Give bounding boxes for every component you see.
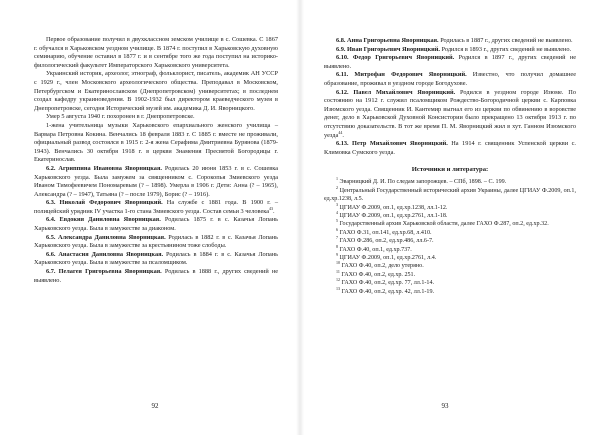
source-item: $^8$ ГАХО Ф.40, оп.1, ед.хр.737. xyxy=(336,243,412,253)
paragraph: Украинский историк, археолог, этнограф, фольклорист, писатель, академик АН УССР с 1929 г., член Московского археологического общества. Преподавал в Московском, Петербургском и Екатеринославском (Днепропетровском) университетах; в последнем создал кафедру украиноведения. В 1902-1932 был директором краеведческого музея в Днепропетровске, сегодня Исторический музей им. академика Д. И. Яворницкого. xyxy=(34,70,278,112)
footnote-ref: 44 xyxy=(338,129,343,135)
source-item: $^{12}$ ГАХО Ф.40, оп.2, ед.хр. 77, лл.1-14. xyxy=(336,277,435,287)
entry-6-5: 6.5. Александра Даниловна Яворницкая. Родилась в 1882 г. в с. Казачья Лопань Харьковского уезда. Была в замужестве за крестьянином тоже слободы. xyxy=(34,233,278,250)
entry-6-13: 6.13. Петр Михайлович Яворницкий. На 1914 г. священник Успенской церкви с. Климовка Сумского уезда. xyxy=(324,140,576,156)
entry-6-11: 6.11. Митрофан Федорович Яворницкий. Известно, что получил домашнее образование, проживал в уездном городе Богодухове. xyxy=(324,71,576,87)
entry-6-8: 6.8. Анна Григорьевна Яворницкая. Родилась в 1887 г., других сведений не выявлено. xyxy=(336,37,573,44)
paragraph: Первое образование получил в двухклассном земском училище в с. Сошевка. С 1867 г. обучался в Харьковском уездном училище. В 1874 г. поступил в Харьковскую духовную семинарию, обучение оставил в 1877 г. и в сентябре того же года поступил на историко-филологический факультет Императорского Харьковского университета. xyxy=(34,36,278,69)
paragraph: Умер 5 августа 1940 г. похоронен в г. Днепропетровске. xyxy=(46,113,195,121)
entry-6-4: 6.4. Евдокия Даниловна Яворницкая. Родилась 1875 г. в с. Казачья Лопань Харьковского уезда. Была в замужестве за диаконом. xyxy=(34,216,279,233)
right-text-column xyxy=(324,37,576,296)
left-text-column xyxy=(34,36,278,285)
entry-6-3: 6.3. Николай Федорович Яворницкий. На службе с 1881 года. В 1900 г. – полицейский урядник IV участка 1-го стана Змиевского уезда. Состав семьи 3 человека$^{43}$. xyxy=(34,199,278,215)
source-item: $^3$ ЦГИАУ Ф.2009, оп.1, ед.хр.1238, лл.1-12. xyxy=(336,201,448,211)
source-item: $^7$ ГАХО Ф.286, оп.2, ед.хр.486, лл.6-7. xyxy=(336,235,434,245)
page-number-right: 93 xyxy=(441,402,449,410)
source-item: $^2$ Центральный Государственный исторический архив Украины, далее ЦГИАУ Ф.2009, оп.1, ед.хр.1238, л.5. xyxy=(324,184,576,203)
page-number-left: 92 xyxy=(151,402,159,410)
entry-6-9: 6.9. Иван Григорьевич Яворницкий. Родился в 1893 г., других сведений не выявлено. xyxy=(336,45,572,53)
source-item: $^{11}$ ГАХО Ф.40, оп.2, ед.хр. 251. xyxy=(336,268,416,278)
entry-6-2: 6.2. Агриппина Ивановна Яворницкая. Родилась 20 июня 1853 г. в с. Сошевка Харьковского уезда. Была замужем за священником с. Сорокопья Змиевского уезда Иваном Тимофеевичем Пономаревым (? – 1898). Умерла в 1906 г. Дети: Анна (? – 1965), Александра (? – 1947), Татьяна (? – после 1979), Борис (? – 1916). xyxy=(34,164,279,198)
source-item: $^4$ ЦГИАУ Ф.2009, оп.1, ед.хр.2761, лл.1-18. xyxy=(336,209,448,219)
paragraph: 1-жена учительница музыки Харьковского епархиального женского училища – Варвара Петровна Кокина. Венчались 18 февраля 1883 г. С 1885 г. вместе не проживали, официальный развод состоялся в 1915 г. 2-я жена Серафима Дмитриевна Бурянова (1879-1943). Венчались 30 октября 1918 г. в церкви Знамения Пресвятой Богородицы г. Екатеринослав. xyxy=(34,121,278,164)
source-item: $^{13}$ ГАХО Ф.40, оп.2, ед.хр. 42, лл.1-19. xyxy=(336,285,435,295)
source-item: $^{10}$ ГАХО Ф.40, оп.2, дело утеряно. xyxy=(336,260,424,270)
sources-heading: Источники и литература: xyxy=(411,166,489,174)
entry-6-10: 6.10. Федор Григорьевич Яворницкий. Родился в 1897 г., других сведений не выявлено. xyxy=(324,54,577,70)
right-page xyxy=(300,0,600,435)
entry-6-6: 6.6. Анастасия Даниловна Яворницкая. Родилась в 1884 г. в с. Казачья Лопань Харьковского уезда. Была в замужестве за псаломщиком. xyxy=(34,250,278,267)
entry-6-7: 6.7. Пелагея Григорьевна Яворницкая. Родилась в 1888 г., других сведений не выявлено. xyxy=(34,268,278,284)
source-item: $^6$ ГАХО Ф.31, оп.141, ед.хр.68, л.410. xyxy=(336,226,432,236)
source-item: $^5$ Государственный архив Харьковской области, далее ГАХО Ф.287, оп.2, ед.хр.32. xyxy=(336,218,549,228)
entry-6-12: 6.12. Павел Михайлович Яворницкий. Родился в уездном городе Изюме. По состоянию на 1912 г. служил псаломщиком Рождество-Богородичной церкви с. Карповка Изюмского уезда. Священник И. Кантемир выгнал его из церкви по обвинению в воровстве денег, дело в Харьковской Духовной Консистории было прекращено 13 октября 1913 г. по отсутствию доказательств. В тот же время П. М. Яворницкий жил в хут. Ганном Изюмского уезда$^{44}$. xyxy=(324,88,576,139)
source-item: $^9$ ЦГИАУ Ф.2009, оп.1, ед.хр.2761, л.4. xyxy=(336,251,437,261)
sources-list xyxy=(324,178,576,296)
source-item: $^1$ Эварницкий Д. И. По следам запорожцев. – СПб, 1898. – С. 199. xyxy=(336,176,507,186)
footnote-ref: 43 xyxy=(269,205,273,211)
